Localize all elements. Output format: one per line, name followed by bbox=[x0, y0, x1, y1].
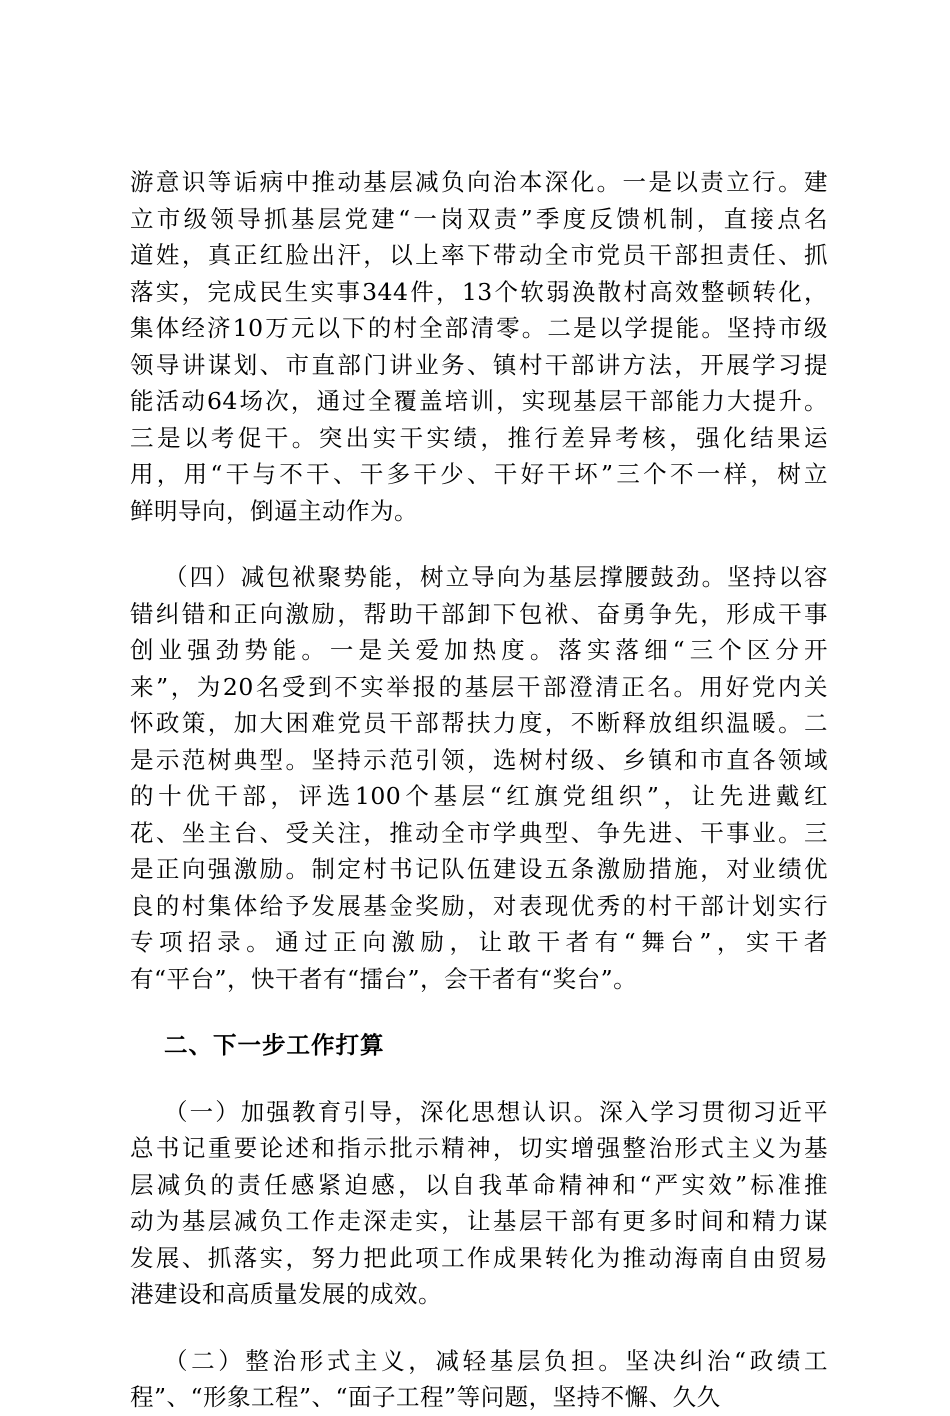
paragraph-continuation bbox=[130, 164, 828, 529]
text-line: 鲜明导向，倒逼主动作为。 bbox=[130, 496, 418, 525]
text-line: 立市级领导抓基层党建“一岗双责”季度反馈机制，直接点名 bbox=[130, 204, 828, 233]
text-line: 错纠错和正向激励，帮助干部卸下包袱、奋勇争先，形成干事 bbox=[130, 599, 828, 628]
paragraph-next-1 bbox=[130, 1094, 828, 1313]
text-line: 花、坐主台、受关注，推动全市学典型、争先进、干事业。三 bbox=[130, 818, 828, 847]
paragraph-gap bbox=[130, 1064, 828, 1094]
text-line: 道姓，真正红脸出汗，以上率下带动全市党员干部担责任、抓 bbox=[130, 241, 828, 269]
text-line: 领导讲谋划、市直部门讲业务、镇村干部讲方法，开展学习提 bbox=[130, 350, 828, 379]
text-line: 层减负的责任感紧迫感，以自我革命精神和“严实效”标准推 bbox=[130, 1170, 828, 1199]
text-line: 是示范树典型。坚持示范引领，选树村级、乡镇和市直各领域 bbox=[130, 745, 828, 774]
paragraph-gap bbox=[130, 997, 828, 1027]
text-line: 游意识等诟病中推动基层减负向治本深化。一是以责立行。建 bbox=[130, 168, 828, 196]
text-line: 发展、抓落实，努力把此项工作成果转化为推动海南自由贸易 bbox=[130, 1243, 828, 1272]
text-line: 落实，完成民生实事344件，13个软弱涣散村高效整顿转化， bbox=[130, 277, 828, 306]
text-line: 集体经济10万元以下的村全部清零。二是以学提能。坚持市级 bbox=[130, 314, 828, 342]
text-line: 创业强劲势能。一是关爱加热度。落实落细“三个区分开 bbox=[130, 636, 828, 664]
text-line: 用，用“干与不干、干多干少、干好干坏”三个不一样，树立 bbox=[130, 460, 828, 488]
text-line: 是正向强激励。制定村书记队伍建设五条激励措施，对业绩优 bbox=[130, 855, 828, 883]
text-line: 港建设和高质量发展的成效。 bbox=[130, 1280, 442, 1308]
text-line: 良的村集体给予发展基金奖励，对表现优秀的村干部计划实行 bbox=[130, 891, 828, 920]
paragraph-gap bbox=[130, 1313, 828, 1343]
text-line: 程”、“形象工程”、“面子工程”等问题，坚持不懈、久久 bbox=[130, 1383, 721, 1411]
paragraph-gap bbox=[130, 529, 828, 559]
text-line: 三是以考促干。突出实干实绩，推行差异考核，强化结果运 bbox=[130, 423, 828, 452]
text-line: 总书记重要论述和指示批示精神，切实增强整治形式主义为基 bbox=[130, 1134, 828, 1162]
text-line: 的十优干部，评选100个基层“红旗党组织”，让先进戴红 bbox=[130, 782, 828, 810]
text-line: 专项招录。通过正向激励，让敢干者有“舞台”，实干者 bbox=[130, 928, 828, 956]
paragraph-next-2 bbox=[130, 1343, 828, 1416]
text-line: 来”，为20名受到不实举报的基层干部澄清正名。用好党内关 bbox=[130, 672, 828, 701]
section-heading-next-steps: 二、下一步工作打算 bbox=[164, 1031, 385, 1059]
text-line: （四）减包袱聚势能，树立导向为基层撑腰鼓劲。坚持以容 bbox=[164, 563, 828, 591]
paragraph-section-4 bbox=[130, 559, 828, 997]
document-body bbox=[130, 164, 828, 1416]
text-line: 有“平台”，快干者有“擂台”，会干者有“奖台”。 bbox=[130, 964, 638, 993]
text-line: 怀政策，加大困难党员干部帮扶力度，不断释放组织温暖。二 bbox=[130, 709, 828, 737]
text-line: 动为基层减负工作走深走实，让基层干部有更多时间和精力谋 bbox=[130, 1207, 828, 1235]
text-line: （一）加强教育引导，深化思想认识。深入学习贯彻习近平 bbox=[164, 1097, 828, 1126]
text-line: （二）整治形式主义，减轻基层负担。坚决纠治“政绩工 bbox=[164, 1346, 828, 1375]
text-line: 能活动64场次，通过全覆盖培训，实现基层干部能力大提升。 bbox=[130, 387, 828, 415]
